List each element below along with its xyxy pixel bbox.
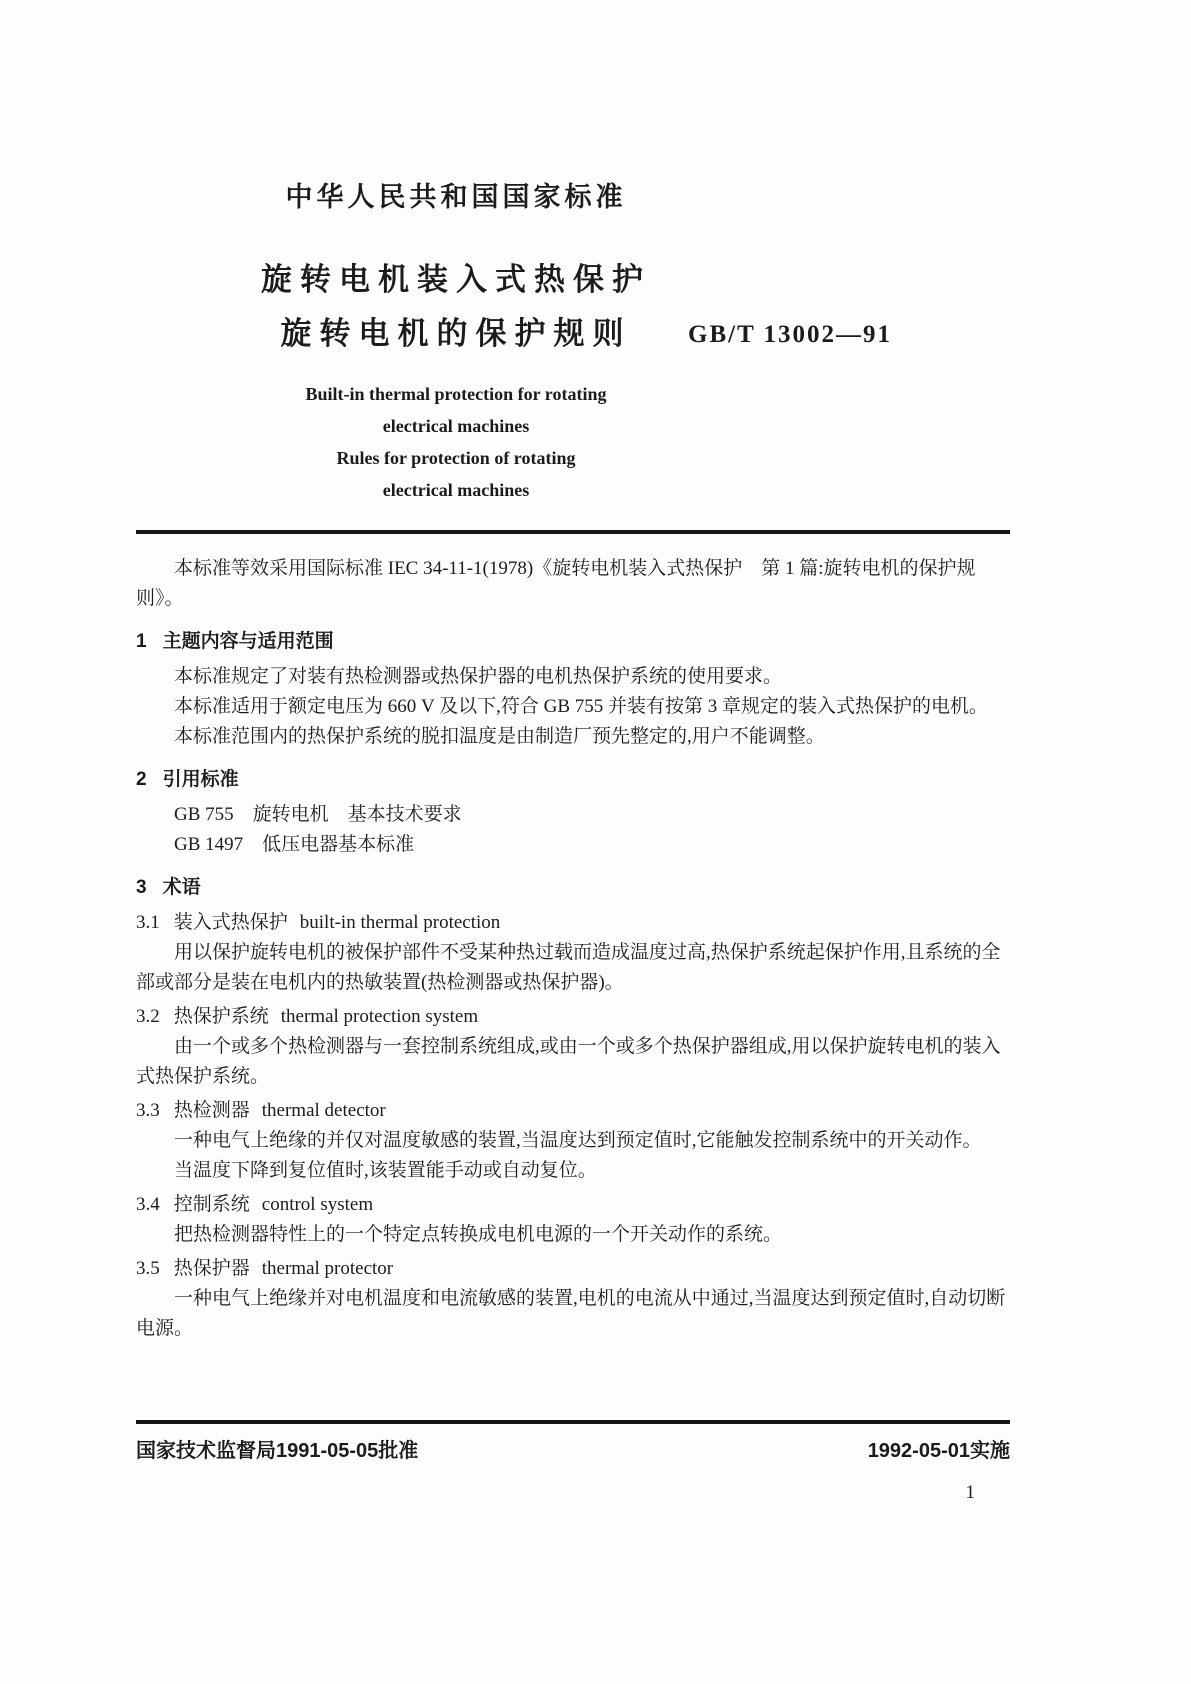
term-definition: 当温度下降到复位值时,该装置能手动或自动复位。	[174, 1160, 597, 1181]
section-2-title: 引用标准	[162, 769, 239, 790]
english-title-line-2: electrical machines	[382, 416, 530, 436]
term-definition: 一种电气上绝缘的并仅对温度敏感的装置,当温度达到预定值时,它能触发控制系统中的开关动作。	[174, 1130, 982, 1151]
section-1-title: 主题内容与适用范围	[162, 631, 334, 652]
document-body	[136, 554, 1010, 1344]
term-heading	[136, 1096, 1010, 1126]
term-name-zh: 热保护器	[173, 1258, 250, 1279]
term-name-zh: 装入式热保护	[173, 912, 288, 933]
term-heading	[136, 908, 1010, 938]
term-name-en: control system	[261, 1194, 374, 1215]
section-2-number: 2	[136, 769, 147, 790]
standard-number: GB/T 13002—91	[688, 321, 893, 348]
section-3-title: 术语	[162, 877, 201, 898]
section-1-paragraph-3: 本标准范围内的热保护系统的脱扣温度是由制造厂预先整定的,用户不能调整。	[174, 726, 825, 747]
english-title-line-1: Built-in thermal protection for rotating	[305, 384, 607, 404]
english-title-line-4: electrical machines	[382, 480, 530, 500]
term-definition: 一种电气上绝缘并对电机温度和电流敏感的装置,电机的电流从中通过,当温度达到预定值时,自动切断电源。	[136, 1288, 1006, 1339]
term-definition: 用以保护旋转电机的被保护部件不受某种热过载而造成温度过高,热保护系统起保护作用,且系统的全部或部分是装在电机内的热敏装置(热检测器或热保护器)。	[136, 942, 1001, 993]
section-1-number: 1	[136, 631, 147, 652]
term-number: 3.1	[136, 912, 160, 933]
document-title-line-1: 旋转电机装入式热保护	[261, 262, 651, 297]
term-name-zh: 热保护系统	[173, 1006, 269, 1027]
implementation-note: 1992-05-01实施	[867, 1440, 1010, 1462]
section-2-heading	[136, 766, 1010, 794]
term-name-en: built-in thermal protection	[299, 912, 501, 933]
term-heading	[136, 1002, 1010, 1032]
approval-note: 国家技术监督局1991-05-05批准	[136, 1440, 419, 1462]
term-number: 3.5	[136, 1258, 160, 1279]
footer-divider	[136, 1420, 1010, 1424]
term-number: 3.2	[136, 1006, 160, 1027]
page-number: 1	[965, 1482, 975, 1503]
term-name-en: thermal protector	[261, 1258, 394, 1279]
intro-paragraph: 本标准等效采用国际标准 IEC 34-11-1(1978)《旋转电机装入式热保护 第 1 篇:旋转电机的保护规则》。	[136, 558, 976, 609]
section-1-heading	[136, 628, 1010, 656]
term-name-zh: 控制系统	[173, 1194, 250, 1215]
section-1-paragraph-2: 本标准适用于额定电压为 660 V 及以下,符合 GB 755 并装有按第 3 章规定的装入式热保护的电机。	[174, 696, 989, 717]
term-heading	[136, 1254, 1010, 1284]
reference-item: GB 1497 低压电器基本标准	[174, 834, 415, 855]
term-name-zh: 热检测器	[173, 1100, 250, 1121]
term-definition: 把热检测器特性上的一个特定点转换成电机电源的一个开关动作的系统。	[174, 1224, 783, 1245]
document-title-line-2: 旋转电机的保护规则	[280, 316, 632, 351]
reference-item: GB 755 旋转电机 基本技术要求	[174, 804, 462, 825]
header-divider	[136, 530, 1010, 534]
term-name-en: thermal protection system	[280, 1006, 479, 1027]
footer	[136, 1436, 1010, 1466]
term-number: 3.3	[136, 1100, 160, 1121]
title-column	[136, 180, 776, 506]
national-standard-header: 中华人民共和国国家标准	[285, 182, 627, 212]
term-name-en: thermal detector	[261, 1100, 386, 1121]
term-number: 3.4	[136, 1194, 160, 1215]
english-title	[136, 378, 776, 506]
term-definition: 由一个或多个热检测器与一套控制系统组成,或由一个或多个热保护器组成,用以保护旋转电机的装入式热保护系统。	[136, 1036, 1001, 1087]
section-1-paragraph-1: 本标准规定了对装有热检测器或热保护器的电机热保护系统的使用要求。	[174, 666, 783, 687]
section-3-heading	[136, 874, 1010, 902]
english-title-line-3: Rules for protection of rotating	[336, 448, 576, 468]
section-3-number: 3	[136, 877, 147, 898]
term-heading	[136, 1190, 1010, 1220]
title-block	[136, 180, 1010, 506]
